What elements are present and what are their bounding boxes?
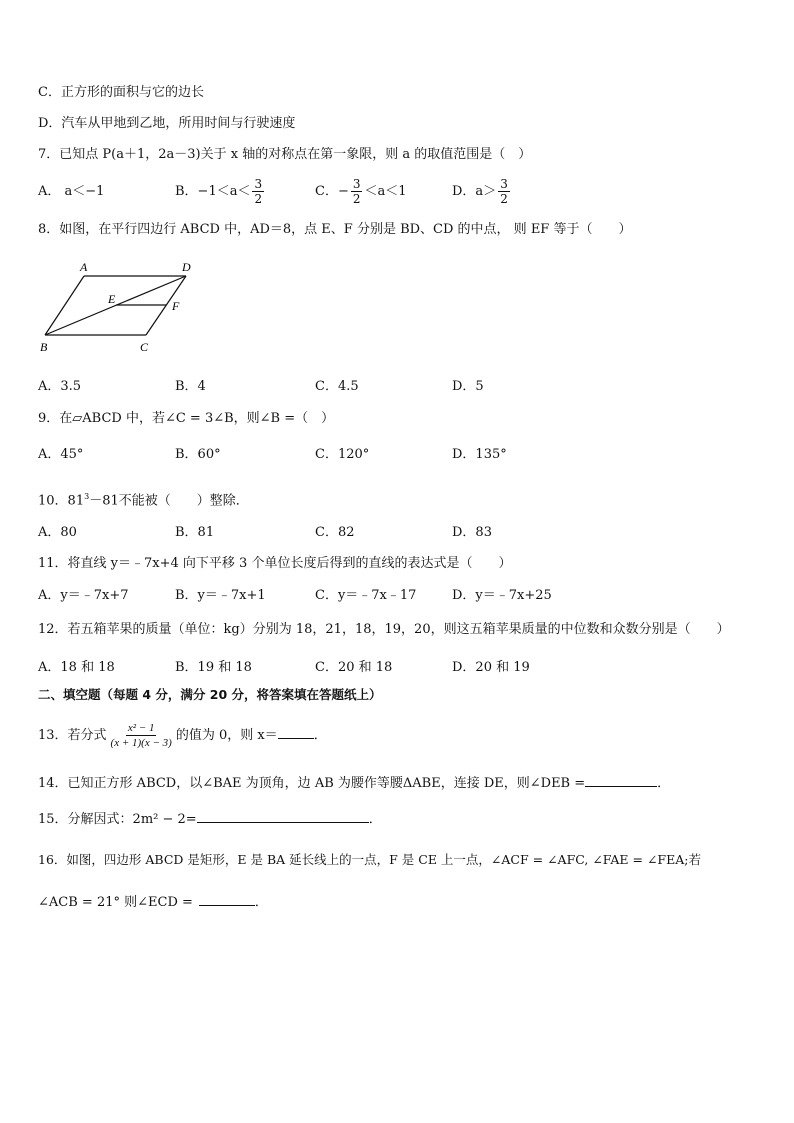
question-10 (38, 488, 249, 510)
label-c: C (140, 340, 149, 354)
q14-answer-blank[interactable] (585, 774, 657, 787)
q14-period: ． (657, 776, 671, 791)
question-12: 12．若五箱苹果的质量（单位：kg）分别为 18，21，18，19，20，则这五箱苹果质量的中位数和众数分别是（ ） (38, 622, 730, 637)
q7-option-b (175, 172, 266, 212)
q10-exponent: 3 (84, 492, 90, 501)
q16-period: ． (254, 895, 268, 910)
q13-period: ． (313, 728, 327, 743)
q8-option-a: A．3.5 (38, 379, 82, 394)
q9-option-b: B．60° (175, 447, 221, 462)
question-16: 16．如图，四边形 ABCD 是矩形，E 是 BA 延长线上的一点，F 是 CE 上一点，∠ACF = ∠AFC, ∠FAE = ∠FEA;若 (38, 852, 701, 867)
q9-option-d: D．135° (452, 447, 507, 462)
q13-fraction: $\frac{\text{x² − 1}}{(x + 1)(x - 3)}$ (110, 722, 172, 749)
q12-option-b: B．19 和 18 (175, 660, 252, 675)
q10-rest: －81不能被（ ）整除． (89, 493, 249, 509)
q10-option-c: C．82 (315, 525, 355, 540)
q16-text: ∠ACB = 21° 则∠ECD = (38, 895, 193, 910)
q7-option-c-text: C．− (315, 184, 349, 199)
q10-option-d: D．83 (452, 525, 492, 540)
q13-suffix: 的值为 0，则 x＝ (175, 728, 278, 743)
fraction-3-2: $\frac{3}{2}$ (500, 177, 508, 206)
q10-option-b: B．81 (175, 525, 215, 540)
q11-option-c: C．y＝﹣7x﹣17 (315, 588, 417, 603)
q14-text: 14．已知正方形 ABCD，以∠BAE 为顶角，边 AB 为腰作等腰ΔABE，连接 DE，则∠DEB = (38, 776, 586, 791)
label-b: B (40, 340, 48, 354)
q13-prefix: 13．若分式 (38, 728, 107, 743)
q11-option-b: B．y＝﹣7x+1 (175, 588, 266, 603)
q10-option-a: A．80 (38, 525, 77, 540)
q9-option-a: A．45° (38, 447, 84, 462)
q7-option-c (315, 172, 407, 212)
label-f: F (172, 299, 180, 313)
question-7: 7．已知点 P(a＋1，2a－3)关于 x 轴的对称点在第一象限，则 a 的取值范围是（ ） (38, 147, 532, 162)
q7-option-a: A． a＜−1 (38, 184, 105, 199)
q9-option-c: C．120° (315, 447, 370, 462)
fraction-3-2: $\frac{3}{2}$ (254, 177, 263, 206)
question-16-cont (38, 893, 268, 912)
fraction-3-2: $\frac{3}{2}$ (352, 177, 361, 206)
q7-option-b-text: B．−1＜a＜ (175, 184, 251, 199)
question-9: 9．在▱ABCD 中，若∠C = 3∠B，则∠B =（ ） (38, 411, 335, 426)
q15-answer-blank[interactable] (197, 810, 369, 823)
question-13 (38, 716, 327, 756)
parallelogram-figure (36, 258, 206, 358)
q15-period: ． (368, 812, 382, 827)
q8-option-d: D．5 (452, 379, 484, 394)
option-d-prev: D．汽车从甲地到乙地，所用时间与行驶速度 (38, 116, 296, 131)
question-8: 8．如图，在平行四边行 ABCD 中，AD＝8，点 E、F 分别是 BD、CD 的中点， 则 EF 等于（ ） (38, 222, 632, 237)
label-d: D (182, 260, 191, 274)
q16-answer-blank[interactable] (199, 893, 255, 906)
label-a: A (80, 260, 88, 274)
q10-base: 10．81 (38, 493, 85, 509)
q13-answer-blank[interactable] (278, 726, 314, 739)
question-11: 11．将直线 y＝﹣7x+4 向下平移 3 个单位长度后得到的直线的表达式是（ ） (38, 556, 512, 571)
question-15 (38, 810, 382, 829)
q12-option-c: C．20 和 18 (315, 660, 393, 675)
q8-option-b: B．4 (175, 379, 206, 394)
q11-option-a: A．y＝﹣7x+7 (38, 588, 129, 603)
label-e: E (108, 292, 116, 306)
q15-text: 15．分解因式：2m² − 2= (38, 812, 197, 827)
q7-option-c-tail: ＜a＜1 (364, 184, 407, 199)
q12-option-d: D．20 和 19 (452, 660, 530, 675)
question-14 (38, 774, 670, 793)
q8-option-c: C．4.5 (315, 379, 359, 394)
q12-option-a: A．18 和 18 (38, 660, 115, 675)
q7-option-d-text: D．a＞ (452, 184, 497, 199)
q11-option-d: D．y＝﹣7x+25 (452, 588, 552, 603)
section-2-heading: 二、填空题（每题 4 分，满分 20 分，将答案填在答题纸上） (38, 687, 382, 702)
q7-option-d (452, 172, 512, 212)
option-c-prev: C．正方形的面积与它的边长 (38, 85, 204, 100)
